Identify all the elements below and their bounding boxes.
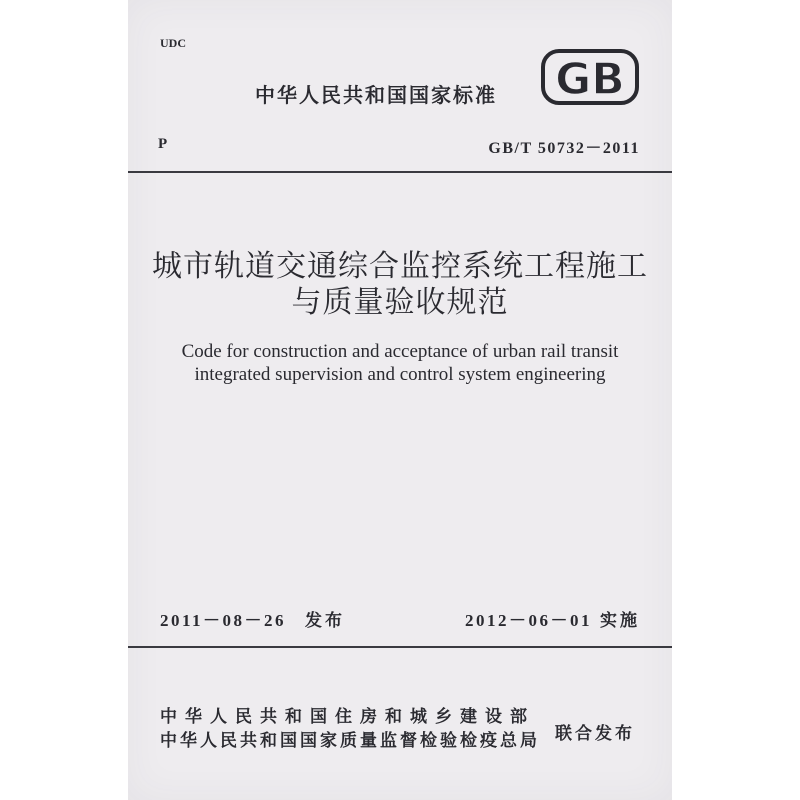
- implement-label: 实施: [600, 611, 640, 631]
- joint-issue-label: 联合发布: [555, 724, 635, 744]
- implement-date: 2012－06－01: [465, 611, 592, 630]
- udc-label: UDC: [160, 36, 186, 50]
- top-divider: [128, 171, 672, 173]
- issue-label: 发布: [305, 611, 345, 631]
- standard-number: GB/T 50732－2011: [488, 140, 640, 157]
- title-chinese-line-1: 城市轨道交通综合监控系统工程施工: [152, 249, 648, 284]
- bottom-divider: [128, 646, 672, 648]
- issuer-aqsiq: 中华人民共和国国家质量监督检验检疫总局: [160, 731, 540, 751]
- title-english-line-1: Code for construction and acceptance of urban rail transit: [181, 341, 619, 362]
- category-label: P: [158, 136, 168, 152]
- issuer-ministry: 中华人民共和国住房和城乡建设部: [160, 707, 535, 727]
- gb-logo-lettering: GB: [555, 54, 625, 105]
- issue-date: 2011－08－26: [160, 611, 287, 630]
- gb-logo: [540, 48, 640, 106]
- standard-cover-page: [128, 0, 672, 800]
- title-chinese-line-2: 与质量验收规范: [291, 285, 509, 320]
- standard-type-heading: 中华人民共和国国家标准: [255, 83, 497, 107]
- title-english-line-2: integrated supervision and control system engineering: [194, 364, 606, 385]
